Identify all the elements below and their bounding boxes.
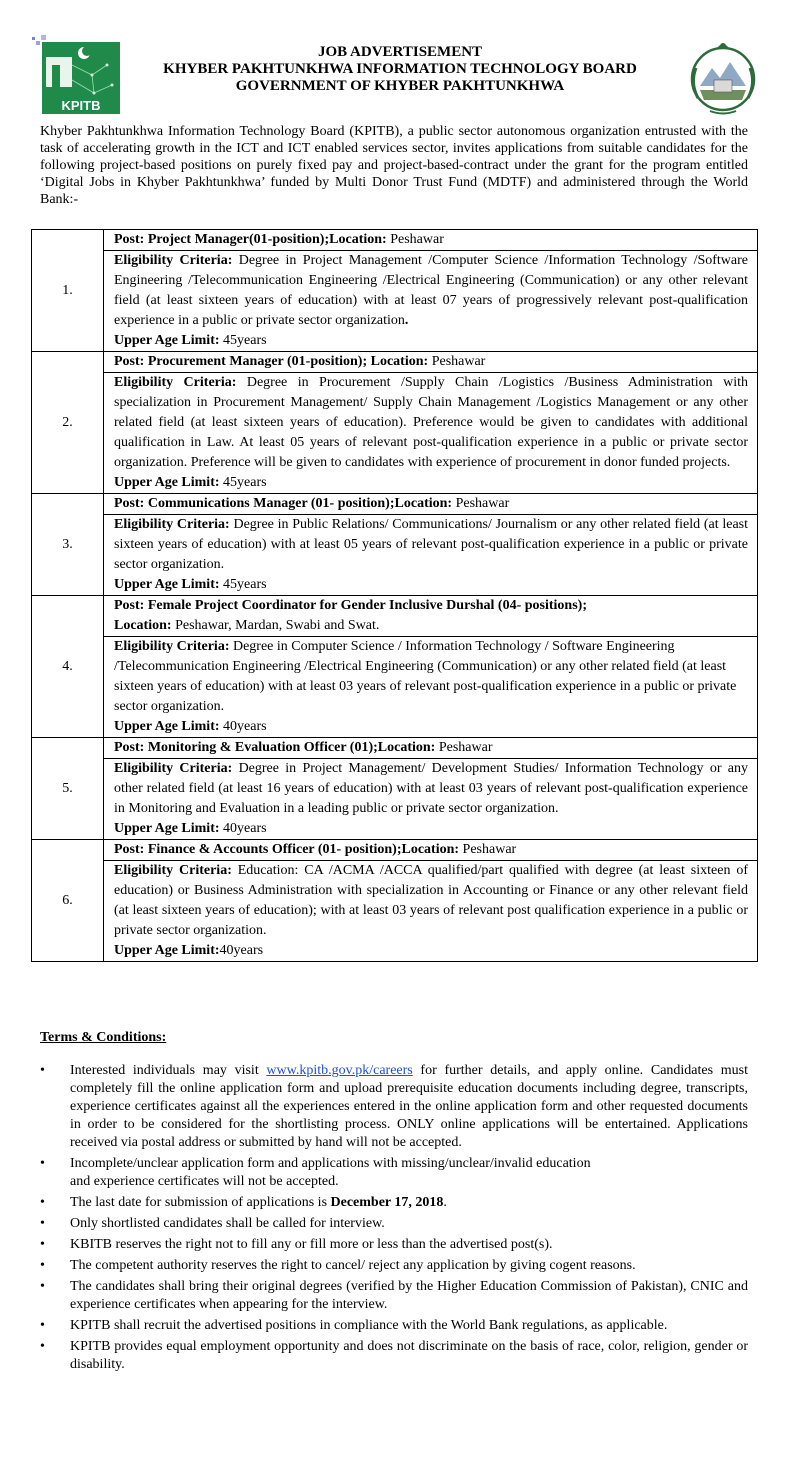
eligibility-criteria: Eligibility Criteria: Degree in Project Management/ Development Studies/ Information Technology or any other related field (at least 16 years of education) with at least 03 years of relevant post-qualification experience in Monitoring and Evaluation in a leading public or private sector organization.: [114, 761, 748, 816]
logo-text: KPITB: [61, 98, 101, 113]
title-line-3: GOVERNMENT OF KHYBER PAKHTUNKHWA: [235, 78, 565, 94]
terms-heading: Terms & Conditions:: [40, 1030, 167, 1045]
age-limit: Upper Age Limit: 45years: [114, 475, 267, 490]
age-limit: Upper Age Limit: 40years: [114, 719, 267, 734]
position-cell: [104, 840, 758, 962]
list-item: • KPITB shall recruit the advertised positions in compliance with the World Bank regulations, as applicable.: [40, 1318, 668, 1333]
row-number: 3.: [32, 494, 104, 596]
eligibility-criteria: Eligibility Criteria: Degree in Procurement /Supply Chain /Logistics /Business Administration with specialization in Procurement Management/ Supply Chain Management /Logistics Management or any other related field (at least sixteen years of education). Preference would be given to candidates with additional qualification in Law. At least 05 years of relevant post-qualification experience in a public or private sector organization. Preference will be given to candidates with experience of procurement in donor funded projects.: [114, 375, 748, 470]
age-limit: Upper Age Limit:40years: [114, 943, 264, 958]
table-row: [32, 230, 758, 352]
list-item: • The competent authority reserves the right to cancel/ reject any application by giving cogent reasons.: [40, 1258, 636, 1273]
position-cell: [104, 596, 758, 738]
careers-link[interactable]: www.kpitb.gov.pk/careers: [266, 1063, 413, 1078]
table-row: [32, 738, 758, 840]
title-line-1: JOB ADVERTISEMENT: [317, 44, 483, 60]
row-number: 1.: [32, 230, 104, 352]
position-cell: [104, 352, 758, 494]
list-item: • The candidates shall bring their original degrees (verified by the Higher Education Commission of Pakistan), CNIC and experience certificates when appearing for the interview.: [40, 1279, 748, 1312]
row-number: 6.: [32, 840, 104, 962]
intro-paragraph: Khyber Pakhtunkhwa Information Technology Board (KPITB), a public sector autonomous organization entrusted with the task of accelerating growth in the ICT and ICT enabled services sector, invites applications from suitable candidates for the following project-based positions on purely fixed pay and project-based-contract under the grant for the program entitled ‘Digital Jobs in Khyber Pakhtunkhwa’ funded by Multi Donor Trust Fund (MDTF) and administered through the World Bank:-: [40, 124, 748, 207]
table-row: [32, 596, 758, 738]
eligibility-criteria: Eligibility Criteria: Degree in Computer Science / Information Technology / Software Engineering /Telecommunication Engineering /Electrical Engineering (Communication) or any other related field (at least sixteen years of education) with at least 03 years of relevant post-qualification experience in a public or private sector organization.: [114, 639, 737, 714]
list-item: • KBITB reserves the right not to fill any or fill more or less than the advertised post(s).: [40, 1237, 553, 1252]
list-item: • The last date for submission of applications is December 17, 2018.: [40, 1195, 447, 1210]
post-title: Post: Finance & Accounts Officer (01- position);Location: Peshawar: [104, 840, 757, 861]
age-limit: Upper Age Limit: 45years: [114, 577, 267, 592]
position-cell: [104, 230, 758, 352]
title-line-2: KHYBER PAKHTUNKHWA INFORMATION TECHNOLOGY BOARD: [163, 61, 637, 77]
position-cell: [104, 738, 758, 840]
eligibility-criteria: Eligibility Criteria: Degree in Project Management /Computer Science /Information Technology /Software Engineering /Telecommunication Engineering /Electrical Engineering (Communication) or any other relevant field (at least sixteen years of education) with at least 07 years of progressively relevant post-qualification experience in a public or private sector organization.: [114, 253, 749, 328]
age-limit: Upper Age Limit: 45years: [114, 333, 267, 348]
table-row: [32, 840, 758, 962]
eligibility-criteria: Eligibility Criteria: Degree in Public Relations/ Communications/ Journalism or any other related field (at least sixteen years of education) with at least 05 years of relevant post-qualification experience in a public or private sector organization.: [114, 517, 748, 572]
row-number: 2.: [32, 352, 104, 494]
kp-government-emblem: [684, 38, 762, 118]
list-item: • KPITB provides equal employment opportunity and does not discriminate on the basis of race, color, religion, gender or disability.: [40, 1339, 748, 1372]
row-number: 5.: [32, 738, 104, 840]
list-item: • Incomplete/unclear application form and applications with missing/unclear/invalid education and experience certificates will not be accepted.: [40, 1156, 591, 1189]
post-title: Post: Monitoring & Evaluation Officer (01);Location: Peshawar: [104, 738, 757, 759]
table-row: [32, 352, 758, 494]
row-number: 4.: [32, 596, 104, 738]
age-limit: Upper Age Limit: 40years: [114, 821, 267, 836]
position-cell: [104, 494, 758, 596]
table-row: [32, 494, 758, 596]
positions-table: [31, 229, 758, 962]
kpitb-logo: [32, 35, 122, 115]
terms-list: [40, 1062, 748, 1377]
post-title: Post: Communications Manager (01- position);Location: Peshawar: [104, 494, 757, 515]
post-title: Post: Project Manager(01-position);Location: Peshawar: [104, 230, 757, 251]
list-item: • Only shortlisted candidates shall be called for interview.: [40, 1216, 385, 1231]
eligibility-criteria: Eligibility Criteria: Education: CA /ACMA /ACCA qualified/part qualified with degree (at least sixteen of education) or Business Administration with specialization in Accounting or Finance or any other relevant field (at least sixteen years of education); with at least 03 years of relevant post qualification experience in a public or private sector organization.: [114, 863, 748, 938]
post-title: Post: Female Project Coordinator for Gender Inclusive Durshal (04- positions); Location: Peshawar, Mardan, Swabi and Swat.: [104, 596, 757, 637]
deadline-date: December 17, 2018: [330, 1195, 444, 1210]
post-title: Post: Procurement Manager (01-position); Location: Peshawar: [104, 352, 757, 373]
header-titles: [120, 44, 680, 95]
list-item: • Interested individuals may visit www.kpitb.gov.pk/careers for further details, and apply online. Candidates must completely fill the online application form and upload prerequisite education documents including degree, transcripts, experience certificates against all the experiences entered in the online application form and other requested documents in order to be considered for the shortlisting process. ONLY online applications will be entertained. Applications received via postal address or submitted by hand will not be accepted.: [40, 1063, 748, 1150]
